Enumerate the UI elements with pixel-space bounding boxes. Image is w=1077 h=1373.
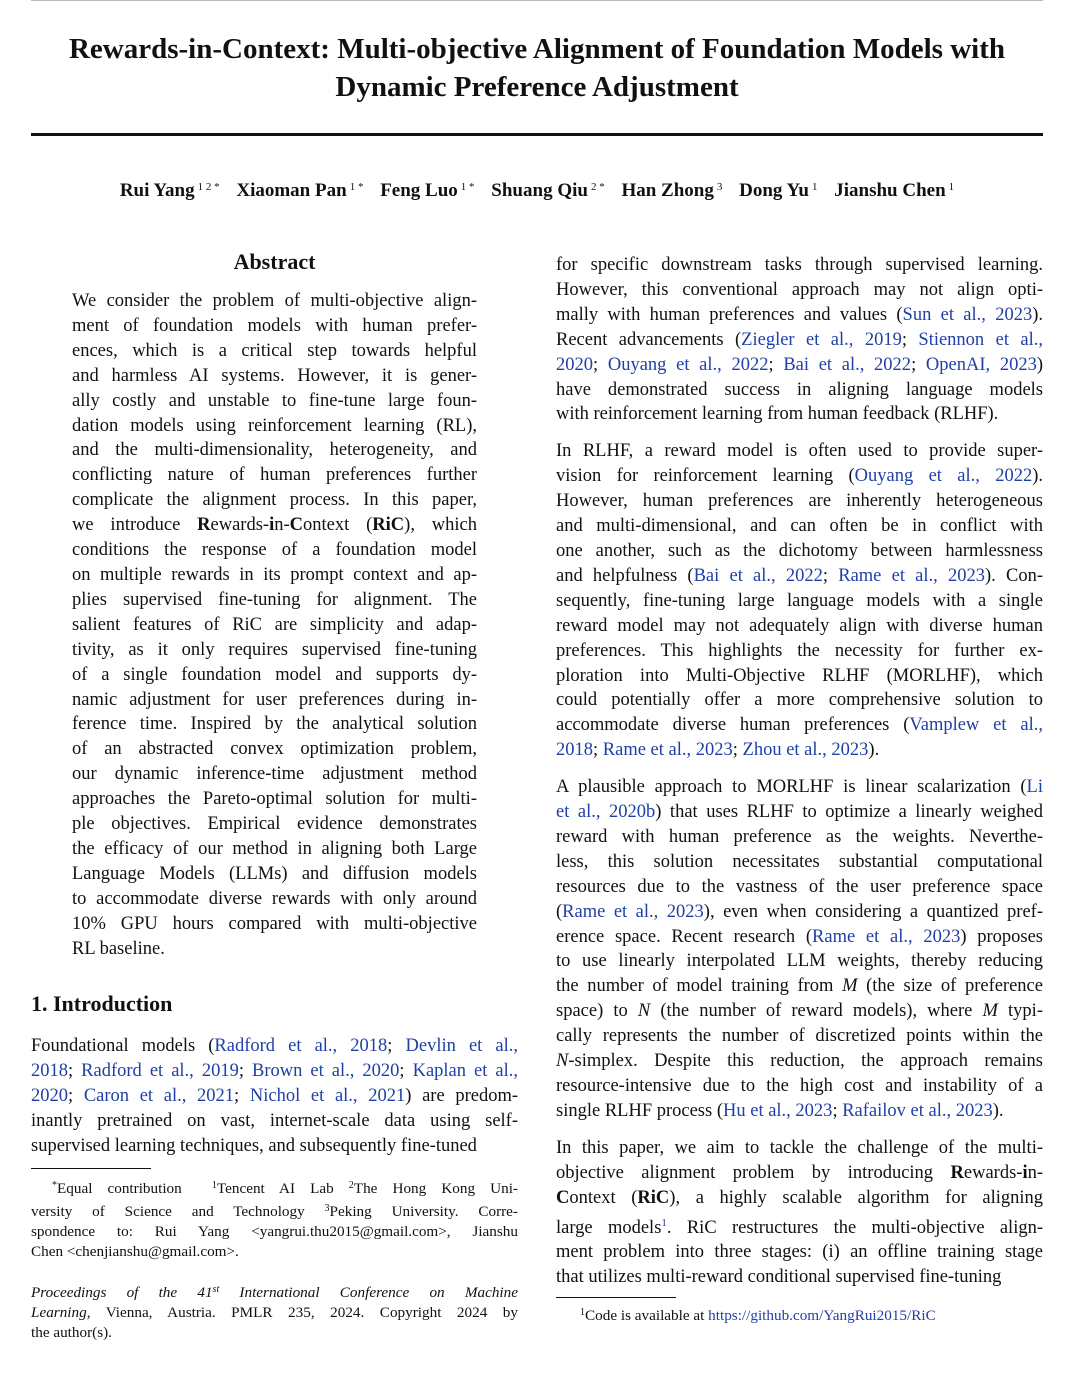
text-line: Chen <chenjianshu@gmail.com>. (31, 1243, 239, 1260)
author: Rui Yang $^{1 2 *}$ (119, 180, 220, 201)
text-line: 2020; Caron et al., 2021; Nichol et al., 2021) are predom- (31, 1085, 519, 1106)
text-line: ally costly and unstable to fine-tune large foun- (72, 390, 477, 411)
text-line: We consider the problem of multi-objective align- (72, 291, 477, 311)
text-line: In this paper, we aim to tackle the challenge of the multi- (556, 1137, 1043, 1158)
text-line: conditions the response of a foundation model (72, 540, 477, 561)
text-line: preferences. This highlights the necessity for further ex- (556, 640, 1043, 661)
text-line: ences, which is a critical step towards helpful (72, 340, 477, 361)
text-line: Language Models (LLMs) and diffusion models (72, 863, 477, 884)
text-line: for specific downstream tasks through supervised learning. (556, 255, 1043, 275)
author: Han Zhong $^3$ (621, 180, 723, 201)
text-line: (Rame et al., 2023), even when considering a quantized pref- (556, 901, 1043, 922)
paragraph (556, 1136, 1043, 1290)
text-line: large models$^1$. RiC restructures the multi-objective align- (556, 1216, 1043, 1238)
text-line: and the multi-dimensionality, heterogeneity, and (72, 440, 477, 461)
text-line: objective alignment problem by introducing Rewards-in- (556, 1162, 1043, 1183)
text-line: However, this conventional approach may not align opti- (556, 279, 1043, 300)
text-line: A plausible approach to MORLHF is linear scalarization (Li (556, 777, 1043, 798)
text-line: accommodate diverse human preferences (Vamplew et al., (556, 715, 1044, 736)
text-line: the number of model training from M (the size of preference (556, 976, 1043, 997)
text-line: erence space. Recent research (Rame et al., 2023) proposes (556, 926, 1043, 947)
text-line: N-simplex. Despite this reduction, the approach remains (556, 1051, 1043, 1072)
author-list (31, 180, 1043, 202)
code-link[interactable]: https://github.com/YangRui2015/RiC (708, 1307, 936, 1324)
text-line: Recent advancements (Ziegler et al., 2019; Stiennon et al., (556, 329, 1043, 350)
text-line: ploration into Multi-Objective RLHF (MORLHF), which (556, 665, 1043, 686)
text-line: Learning, Vienna, Austria. PMLR 235, 2024. Copyright 2024 by (31, 1304, 518, 1321)
title-rule (31, 133, 1043, 136)
author: Jianshu Chen $^1$ (834, 180, 955, 201)
text-line: vision for reinforcement learning (Ouyang et al., 2022). (556, 466, 1043, 487)
text-line: Proceedings of the 41st International Conference on Machine (31, 1284, 518, 1301)
text-line: with reinforcement learning from human feedback (RLHF). (556, 404, 999, 425)
text-line: on multiple rewards in its prompt context and ap- (72, 564, 477, 585)
text-line: inantly pretrained on vast, internet-scale data using self- (31, 1110, 518, 1131)
footnote-rule (556, 1297, 676, 1298)
text-line: 2018; Radford et al., 2019; Brown et al., 2020; Kaplan et al., (31, 1060, 519, 1081)
author: Shuang Qiu $^{2 *}$ (491, 180, 605, 201)
code-footnote (556, 1303, 1043, 1326)
text-line: ment of foundation models with human prefer- (72, 315, 477, 336)
text-line: cally represents the number of discretized points within the (556, 1026, 1043, 1047)
text-line: tivity, as it only requires supervised fine-tuning (72, 639, 477, 660)
text-line: supervised learning techniques, and subsequently fine-tuned (31, 1135, 477, 1156)
paragraph (556, 253, 1043, 427)
text-line: 2020; Ouyang et al., 2022; Bai et al., 2022; OpenAI, 2023) (556, 354, 1043, 375)
text-line: $^1$Code is available at https://github.com/YangRui2015/RiC (580, 1307, 936, 1324)
text-line: reward with human preference as the weights. Neverthe- (556, 826, 1043, 847)
text-line: the efficacy of our method in aligning both Large (72, 838, 477, 859)
text-line: RL baseline. (72, 938, 165, 959)
text-line: Foundational models (Radford et al., 2018; Devlin et al., (31, 1036, 519, 1056)
text-line: plies supervised fine-tuning for alignment. The (72, 589, 477, 610)
text-line: could potentially offer a more comprehensive solution to (556, 690, 1043, 711)
text-line: ference time. Inspired by the analytical solution (72, 714, 477, 735)
text-line: and helpfulness (Bai et al., 2022; Rame et al., 2023). Con- (556, 565, 1044, 586)
text-line: mally with human preferences and values (Sun et al., 2023). (556, 304, 1043, 325)
text-line: ple objectives. Empirical evidence demonstrates (72, 814, 477, 835)
author: Feng Luo $^{1 *}$ (380, 180, 475, 201)
text-line: sequently, fine-tuning large language models with a single (556, 590, 1043, 611)
text-line: In RLHF, a reward model is often used to provide super- (556, 441, 1043, 462)
affiliation-footnote (31, 1176, 518, 1262)
text-line: *Equal contribution $^1$Tencent AI Lab $^2$The Hong Kong Uni- (52, 1180, 518, 1197)
text-line: However, human preferences are inherently heterogeneous (556, 491, 1043, 512)
text-line: our dynamic inference-time adjustment method (72, 764, 477, 785)
text-line: we introduce Rewards-in-Context (RiC), which (72, 515, 478, 536)
text-line: of an abstracted convex optimization problem, (72, 739, 477, 760)
proceedings-note (31, 1280, 518, 1343)
text-line: resource-intensive due to the high cost and instability of a (556, 1076, 1043, 1096)
text-line: ment problem into three stages: (i) an offline training stage (556, 1242, 1043, 1263)
author: Xiaoman Pan $^{1 *}$ (236, 180, 364, 201)
title-line-1: Rewards-in-Context: Multi-objective Alignment of Foundation Models with (68, 33, 1005, 65)
text-line: have demonstrated success in aligning language models (556, 379, 1043, 400)
text-line: less, this solution necessitates substantial computational (556, 851, 1043, 872)
text-line: reward model may not adequately align with diverse human (556, 615, 1043, 636)
introduction-left-column (31, 1034, 518, 1159)
text-line: spondence to: Rui Yang <yangrui.thu2015@gmail.com>, Jianshu (31, 1223, 518, 1240)
text-line: conflicting nature of human preferences further (72, 465, 477, 486)
text-line: space) to N (the number of reward models), where M typi- (556, 1001, 1043, 1022)
text-line: the author(s). (31, 1324, 112, 1341)
text-line: dation models using reinforcement learning (RL), (72, 415, 477, 436)
text-line: versity of Science and Technology $^3$Peking University. Corre- (31, 1203, 518, 1220)
text-line: one another, such as the dichotomy between harmlessness (556, 540, 1043, 561)
section-heading-introduction: 1. Introduction (31, 991, 173, 1016)
text-line: namic adjustment for user preferences during in- (72, 689, 477, 710)
text-line: that utilizes multi-reward conditional supervised fine-tuning (556, 1267, 1002, 1288)
abstract-heading: Abstract (233, 249, 316, 274)
text-line: to use linearly interpolated LLM weights, thereby reducing (556, 951, 1043, 972)
text-line: resources due to the vastness of the user preference space (556, 876, 1043, 897)
text-line: of a single foundation model and supports dy- (72, 664, 477, 685)
text-line: Context (RiC), a highly scalable algorithm for aligning (556, 1187, 1044, 1208)
text-line: salient features of RiC are simplicity and adap- (72, 614, 477, 635)
text-line: to accommodate diverse rewards with only around (72, 888, 477, 909)
right-column-body (556, 253, 1043, 1290)
abstract-body (72, 289, 477, 961)
footnote-rule (31, 1168, 151, 1169)
text-line: 10% GPU hours compared with multi-objective (72, 913, 477, 934)
text-line: et al., 2020b) that uses RLHF to optimize a linearly weighed (556, 802, 1043, 823)
paragraph (556, 439, 1043, 763)
paragraph (556, 775, 1043, 1124)
paper-title (31, 30, 1043, 106)
top-rule (31, 0, 1043, 1)
text-line: approaches the Pareto-optimal solution for multi- (72, 789, 477, 810)
text-line: complicate the alignment process. In this paper, (72, 490, 477, 511)
title-line-2: Dynamic Preference Adjustment (335, 71, 739, 103)
text-line: and harmless AI systems. However, it is gener- (72, 365, 477, 386)
text-line: 2018; Rame et al., 2023; Zhou et al., 2023). (556, 740, 880, 761)
author: Dong Yu $^1$ (739, 180, 818, 201)
text-line: single RLHF process (Hu et al., 2023; Rafailov et al., 2023). (556, 1100, 1004, 1121)
text-line: and multi-dimensional, and can often be in conflict with (556, 516, 1043, 537)
